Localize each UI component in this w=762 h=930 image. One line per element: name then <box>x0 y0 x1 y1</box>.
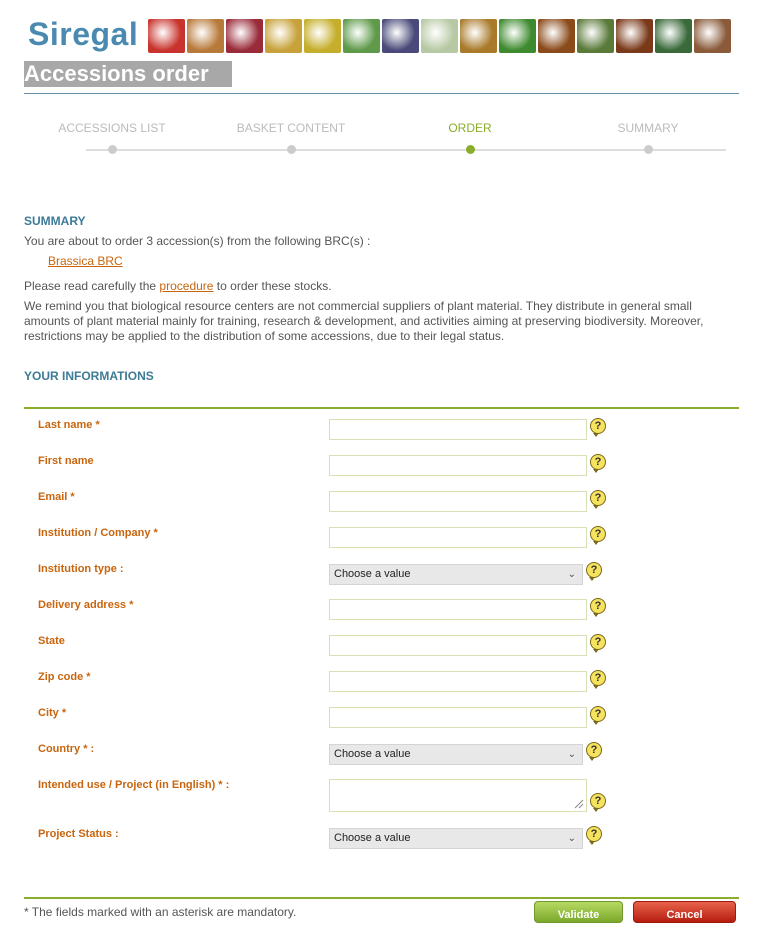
step-basket-content[interactable] <box>206 120 376 154</box>
crop-image-tile <box>655 19 692 53</box>
summary-intro: You are about to order 3 accession(s) from the following BRC(s) : <box>24 234 371 248</box>
brc-link[interactable]: Brassica BRC <box>48 254 123 268</box>
informations-heading: YOUR INFORMATIONS <box>24 369 154 383</box>
reminder-text: We remind you that biological resource centers are not commercial suppliers of plant material. They distribute in general small amounts of plant material mainly for training, research & development, and activities aiming at preserving biodiversity. Moreover, restrictions may be applied to the distribution of some accessions, due to their legal status. <box>24 299 704 343</box>
step-label: BASKET CONTENT <box>236 121 346 135</box>
institution-label: Institution / Company * <box>38 527 158 539</box>
help-icon[interactable]: ? <box>590 598 606 614</box>
page-title: Accessions order <box>24 61 232 87</box>
step-label: SUMMARY <box>617 121 679 135</box>
brc-list-item <box>48 254 123 269</box>
step-summary <box>563 120 733 154</box>
country-label: Country * : <box>38 743 95 755</box>
step-dot <box>466 145 475 154</box>
mandatory-note: * The fields marked with an asterisk are mandatory. <box>24 905 297 919</box>
form-top-rule <box>24 407 739 409</box>
crop-image-strip <box>148 19 731 53</box>
help-icon[interactable]: ? <box>586 742 602 758</box>
city-input[interactable] <box>329 707 587 728</box>
step-dot <box>108 145 117 154</box>
help-icon[interactable]: ? <box>590 634 606 650</box>
city-label: City * <box>38 707 67 719</box>
procedure-link[interactable]: procedure <box>159 279 214 293</box>
first-name-label: First name <box>38 455 94 467</box>
institution-type-value: Choose a value <box>334 568 411 580</box>
help-icon[interactable]: ? <box>590 490 606 506</box>
delivery-address-input[interactable] <box>329 599 587 620</box>
help-icon[interactable]: ? <box>590 670 606 686</box>
title-divider <box>24 93 739 94</box>
site-logo[interactable]: Siregal <box>28 16 139 52</box>
crop-image-tile <box>148 19 185 53</box>
procedure-suffix: to order these stocks. <box>213 279 332 293</box>
procedure-prefix: Please read carefully the <box>24 279 160 293</box>
last-name-input[interactable] <box>329 419 587 440</box>
institution-type-label: Institution type : <box>38 563 124 575</box>
crop-image-tile <box>382 19 419 53</box>
step-dot <box>644 145 653 154</box>
email-label: Email * <box>38 491 75 503</box>
crop-image-tile <box>616 19 653 53</box>
step-dot <box>287 145 296 154</box>
crop-image-tile <box>694 19 731 53</box>
intended-use-label: Intended use / Project (in English) * : <box>38 779 230 791</box>
first-name-input[interactable] <box>329 455 587 476</box>
zip-code-label: Zip code * <box>38 671 91 683</box>
zip-code-input[interactable] <box>329 671 587 692</box>
order-progress-steps <box>24 120 739 160</box>
intended-use-textarea[interactable] <box>329 779 587 812</box>
project-status-label: Project Status : <box>38 828 119 840</box>
email-input[interactable] <box>329 491 587 512</box>
procedure-note <box>24 279 332 294</box>
country-value: Choose a value <box>334 748 411 760</box>
help-icon[interactable]: ? <box>590 526 606 542</box>
help-icon[interactable]: ? <box>586 826 602 842</box>
chevron-down-icon: ⌄ <box>567 833 576 844</box>
chevron-down-icon: ⌄ <box>567 569 576 580</box>
crop-image-tile <box>304 19 341 53</box>
help-icon[interactable]: ? <box>590 454 606 470</box>
step-accessions-list[interactable] <box>27 120 197 154</box>
project-status-select[interactable] <box>329 828 583 849</box>
state-input[interactable] <box>329 635 587 656</box>
crop-image-tile <box>343 19 380 53</box>
step-label: ACCESSIONS LIST <box>58 121 166 135</box>
crop-image-tile <box>265 19 302 53</box>
institution-input[interactable] <box>329 527 587 548</box>
help-icon[interactable]: ? <box>586 562 602 578</box>
chevron-down-icon: ⌄ <box>567 749 576 760</box>
crop-image-tile <box>460 19 497 53</box>
crop-image-tile <box>499 19 536 53</box>
form-bottom-rule <box>24 897 739 899</box>
crop-image-tile <box>187 19 224 53</box>
last-name-label: Last name * <box>38 419 100 431</box>
help-icon[interactable]: ? <box>590 793 606 809</box>
cancel-button[interactable]: Cancel <box>633 901 736 923</box>
delivery-address-label: Delivery address * <box>38 599 134 611</box>
summary-heading: SUMMARY <box>24 214 86 228</box>
validate-button[interactable]: Validate <box>534 901 623 923</box>
help-icon[interactable]: ? <box>590 706 606 722</box>
country-select[interactable] <box>329 744 583 765</box>
state-label: State <box>38 635 65 647</box>
crop-image-tile <box>577 19 614 53</box>
step-order <box>385 120 555 154</box>
step-label: ORDER <box>448 121 492 135</box>
institution-type-select[interactable] <box>329 564 583 585</box>
project-status-value: Choose a value <box>334 832 411 844</box>
resize-grip-icon[interactable] <box>574 799 584 809</box>
crop-image-tile <box>538 19 575 53</box>
crop-image-tile <box>421 19 458 53</box>
crop-image-tile <box>226 19 263 53</box>
help-icon[interactable]: ? <box>590 418 606 434</box>
site-header <box>24 16 739 56</box>
